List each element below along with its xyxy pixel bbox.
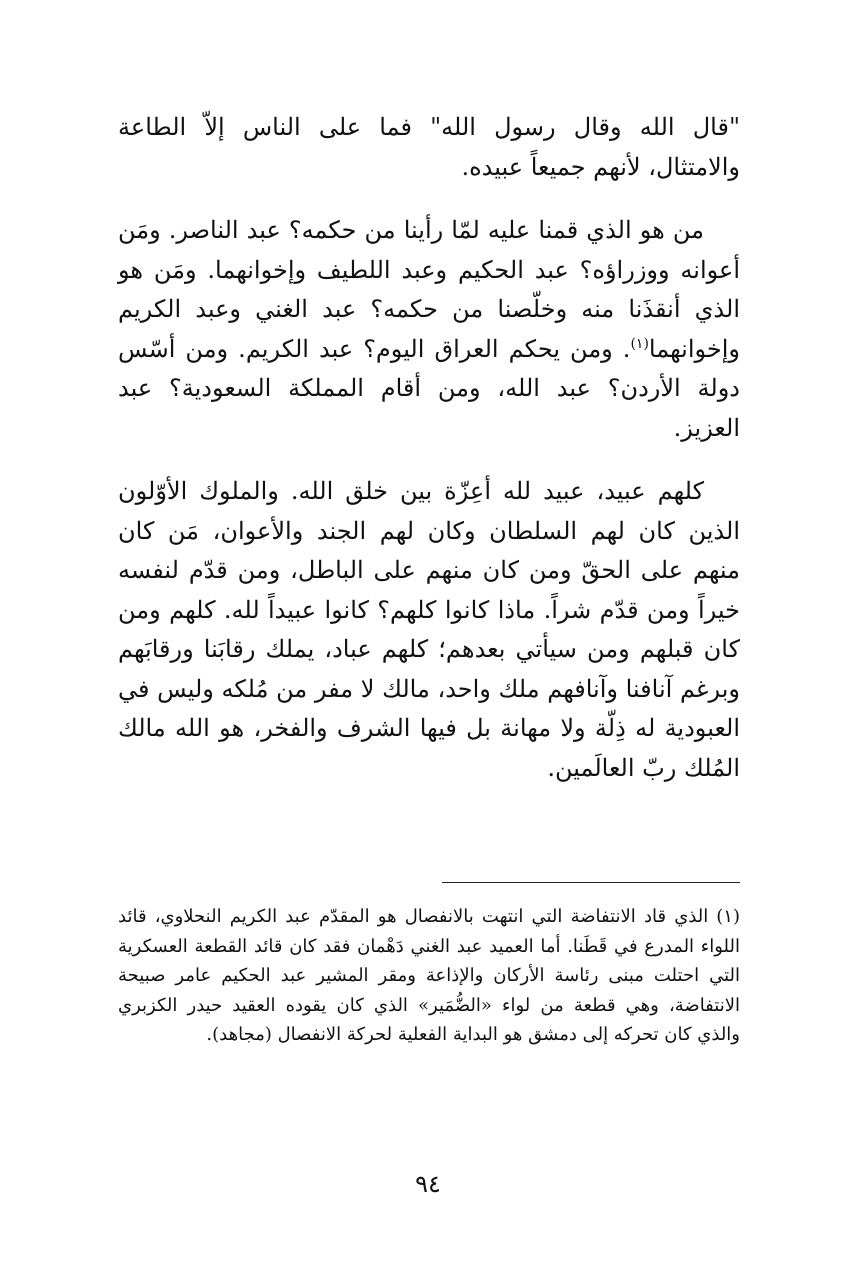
page-number: ٩٤ bbox=[415, 1170, 441, 1198]
paragraph-2 bbox=[118, 211, 740, 448]
footnote-divider bbox=[442, 882, 740, 883]
footnote bbox=[118, 902, 740, 1050]
footnote-reference: (١) bbox=[630, 335, 649, 352]
footnote-number: (١) bbox=[716, 906, 740, 927]
main-text bbox=[118, 108, 740, 788]
paragraph-2-text-b: . ومن يحكم العراق اليوم؟ عبد الكريم. ومن أسّس دولة الأردن؟ عبد الله، ومن أقام المملكة السعودية؟ عبد العزيز. bbox=[118, 334, 740, 442]
footnote-text: الذي قاد الانتفاضة التي انتهت بالانفصال هو المقدّم عبد الكريم النحلاوي، قائد اللواء المدرع في قَطَنا. أما العميد عبد الغني دَهْمان فقد كان قائد القطعة العسكرية التي احتلت مبنى رئاسة الأركان والإذاعة ومقر المشير عبد الحكيم عامر صبيحة الانتفاضة، وهي قطعة من لواء «الضُّمَير» الذي كان يقوده العقيد حيدر الكزبري والذي كان تحركه إلى دمشق هو البداية الفعلية لحركة الانفصال (مجاهد). bbox=[118, 906, 740, 1045]
paragraph-2-text-a: من هو الذي قمنا عليه لمّا رأينا من حكمه؟ عبد الناصر. ومَن أعوانه ووزراؤه؟ عبد الحكيم وعبد اللطيف وإخوانهما. ومَن هو الذي أنقذَنا منه وخلّصنا من حكمه؟ عبد الغني وعبد الكريم وإخوانهما bbox=[118, 216, 740, 363]
paragraph-1: "قال الله وقال رسول الله" فما على الناس إلاّ الطاعة والامتثال، لأنهم جميعاً عبيده. bbox=[118, 113, 740, 181]
paragraph-3: كلهم عبيد، عبيد لله أعِزّة بين خلق الله. والملوك الأوّلون الذين كان لهم السلطان وكان لهم الجند والأعوان، مَن كان منهم على الحقّ ومن كان منهم على الباطل، ومن قدّم لنفسه خيراً ومن قدّم شراً. ماذا كانوا كلهم؟ كانوا عبيداً لله. كلهم ومن كان قبلهم ومن سيأتي بعدهم؛ كلهم عباد، يملك رقابَنا ورقابَهم وبرغم آنافنا وآنافهم ملك واحد، مالك لا مفر من مُلكه وليس في العبودية له ذِلّة ولا مهانة بل فيها الشرف والفخر، هو الله مالك المُلك ربّ العالَمين. bbox=[118, 477, 740, 782]
